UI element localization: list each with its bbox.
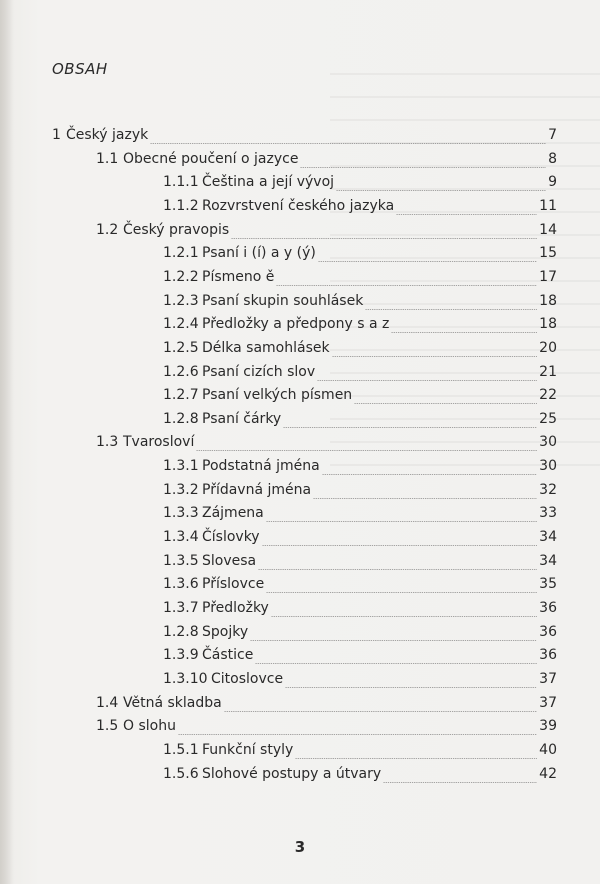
dot-leader	[196, 450, 537, 451]
toc-entry-number: 1.3.4	[163, 529, 199, 546]
toc-entry-page: 39	[539, 718, 557, 735]
toc-entry-title: Slovesa	[202, 552, 257, 569]
toc-entry	[52, 127, 557, 149]
toc-entry-page: 42	[539, 765, 557, 782]
toc-entry	[96, 434, 557, 456]
toc-entry-number: 1.1.2	[163, 197, 199, 214]
toc-entry-number: 1.3.2	[163, 481, 199, 498]
page-number: 3	[294, 838, 306, 856]
toc-entry	[163, 742, 557, 764]
dot-leader	[178, 734, 537, 735]
toc-entry-page: 18	[539, 316, 557, 333]
dot-leader	[332, 356, 538, 357]
toc-entry-number: 1.2.5	[163, 339, 199, 356]
toc-entry-number: 1.2.8	[163, 410, 199, 427]
toc-entry	[163, 766, 557, 788]
dot-leader	[258, 569, 537, 570]
toc-entry-title: Podstatná jména	[202, 458, 320, 475]
dot-leader	[322, 474, 537, 475]
dot-leader	[318, 261, 537, 262]
toc-entry-page: 21	[539, 363, 557, 380]
toc-entry-page: 36	[539, 647, 557, 664]
toc-entry-number: 1.2.7	[163, 387, 199, 404]
toc-entry-title: Příslovce	[202, 576, 265, 593]
toc-entry	[163, 411, 557, 433]
toc-entry-number: 1.3	[96, 434, 119, 451]
toc-entry-title: Rozvrstvení českého jazyka	[202, 197, 395, 214]
toc-entry-title: Písmeno ě	[202, 268, 275, 285]
toc-entry	[163, 387, 557, 409]
toc-entry-page: 17	[539, 268, 557, 285]
toc-entry	[163, 671, 557, 693]
toc-entry-number: 1.3.6	[163, 576, 199, 593]
dot-leader	[276, 285, 537, 286]
toc-entry-title: Psaní cizích slov	[202, 363, 316, 380]
toc-entry	[163, 529, 557, 551]
toc-entry-title: Přídavná jména	[202, 481, 312, 498]
dot-leader	[365, 309, 537, 310]
toc-entry-page: 30	[539, 434, 557, 451]
toc-entry-page: 14	[539, 221, 557, 238]
toc-entry-page: 18	[539, 292, 557, 309]
toc-entry-number: 1.4	[96, 694, 119, 711]
toc-entry-page: 8	[548, 150, 557, 167]
toc-entry-page: 32	[539, 481, 557, 498]
dot-leader	[266, 521, 537, 522]
toc-entry-title: Spojky	[202, 623, 249, 640]
toc-entry-page: 36	[539, 600, 557, 616]
toc-entry-title: Číslovky	[202, 529, 260, 546]
dot-leader	[354, 403, 537, 404]
toc-entry	[163, 293, 557, 315]
toc-entry-title: Obecné poučení o jazyce	[123, 150, 299, 167]
toc-entry-number: 1.5.1	[163, 741, 199, 758]
toc-entry-number: 1.3.5	[163, 552, 199, 569]
dot-leader	[250, 640, 537, 641]
toc-entry-title: O slohu	[123, 718, 176, 735]
toc-entry-page: 34	[539, 529, 557, 546]
toc-entry	[163, 482, 557, 504]
toc-entry	[163, 198, 557, 220]
toc-entry-number: 1.2.3	[163, 292, 199, 309]
toc-entry-title: Zájmena	[202, 505, 264, 522]
toc-entry-page: 36	[539, 623, 557, 640]
toc-entry-page: 35	[539, 576, 557, 593]
toc-heading: OBSAH	[52, 60, 108, 78]
toc-entry-page: 15	[539, 245, 557, 262]
toc-entry-page: 33	[539, 505, 557, 522]
toc-entry-page: 7	[548, 127, 557, 143]
toc-entry-title: Psaní skupin souhlásek	[202, 292, 364, 309]
toc-entry-page: 37	[539, 670, 557, 687]
toc-entry-title: Citoslovce	[211, 670, 284, 687]
toc-entry-title: Psaní velkých písmen	[202, 387, 353, 404]
toc-entry	[96, 151, 557, 173]
toc-entry-title: Slohové postupy a útvary	[202, 765, 382, 782]
toc-entry-title: Čeština a její vývoj	[202, 174, 335, 191]
toc-entry	[163, 364, 557, 386]
toc-entry-title: Psaní i (í) a y (ý)	[202, 245, 316, 262]
dot-leader	[300, 167, 546, 168]
toc-entry-title: Funkční styly	[202, 741, 294, 758]
toc-entry-number: 1.1.1	[163, 174, 199, 191]
toc-entry-number: 1.2.6	[163, 363, 199, 380]
toc-entry-page: 25	[539, 410, 557, 427]
toc-entry	[96, 718, 557, 740]
toc-entry-number: 1.5	[96, 718, 119, 735]
toc-entry	[163, 600, 557, 622]
toc-entry-title: Psaní čárky	[202, 410, 282, 427]
toc-entry	[163, 576, 557, 598]
toc-entry-number: 1.2.1	[163, 245, 199, 262]
dot-leader	[271, 616, 537, 617]
toc-entry-number: 1	[52, 127, 61, 143]
dot-leader	[150, 143, 546, 144]
toc-entry-title: Předložky a předpony s a z	[202, 316, 390, 333]
dot-leader	[383, 782, 537, 783]
toc-entry	[163, 505, 557, 527]
toc-entry-number: 1.3.1	[163, 458, 199, 475]
toc-entry-number: 1.5.6	[163, 765, 199, 782]
toc-entry	[96, 222, 557, 244]
dot-leader	[313, 498, 537, 499]
dot-leader	[255, 663, 537, 664]
toc-entry	[163, 174, 557, 196]
toc-entry-number: 1.2.4	[163, 316, 199, 333]
toc-entry-number: 1.2	[96, 221, 119, 238]
toc-entry-title: Předložky	[202, 600, 269, 616]
toc-entry-title: Délka samohlásek	[202, 339, 330, 356]
toc-entry-page: 22	[539, 387, 557, 404]
toc-entry-title: Český jazyk	[66, 127, 149, 143]
toc-entry-page: 30	[539, 458, 557, 475]
dot-leader	[317, 380, 537, 381]
toc-entry	[163, 269, 557, 291]
dot-leader	[224, 711, 537, 712]
toc-entry	[163, 340, 557, 362]
toc-entry-number: 1.3.9	[163, 647, 199, 664]
dot-leader	[231, 238, 537, 239]
toc-entry	[163, 624, 557, 646]
toc-entry-number: 1.2.8	[163, 623, 199, 640]
dot-leader	[285, 687, 537, 688]
toc-entry-page: 9	[548, 174, 557, 191]
toc-entry-title: Tvarosloví	[123, 434, 195, 451]
toc-entry-page: 11	[539, 197, 557, 214]
toc-entry-title: Větná skladba	[123, 694, 222, 711]
toc-entry	[163, 458, 557, 480]
dot-leader	[295, 758, 537, 759]
toc-entry	[163, 647, 557, 669]
toc-entry-page: 20	[539, 339, 557, 356]
dot-leader	[391, 332, 537, 333]
toc-entry	[96, 695, 557, 717]
toc-entry	[163, 316, 557, 338]
dot-leader	[336, 190, 546, 191]
dot-leader	[266, 592, 537, 593]
toc-entry-number: 1.3.10	[163, 670, 208, 687]
dot-leader	[283, 427, 537, 428]
toc-entry-page: 37	[539, 694, 557, 711]
toc-entry-number: 1.2.2	[163, 268, 199, 285]
toc-entry-number: 1.3.7	[163, 600, 199, 616]
toc-entry	[163, 553, 557, 575]
dot-leader	[396, 214, 537, 215]
toc-entry-page: 40	[539, 741, 557, 758]
toc-entry-title: Český pravopis	[123, 221, 230, 238]
toc-entry-number: 1.3.3	[163, 505, 199, 522]
dot-leader	[262, 545, 538, 546]
toc-entry-page: 34	[539, 552, 557, 569]
toc-entry-title: Částice	[202, 647, 254, 664]
toc-entry	[163, 245, 557, 267]
toc-entry-number: 1.1	[96, 150, 119, 167]
